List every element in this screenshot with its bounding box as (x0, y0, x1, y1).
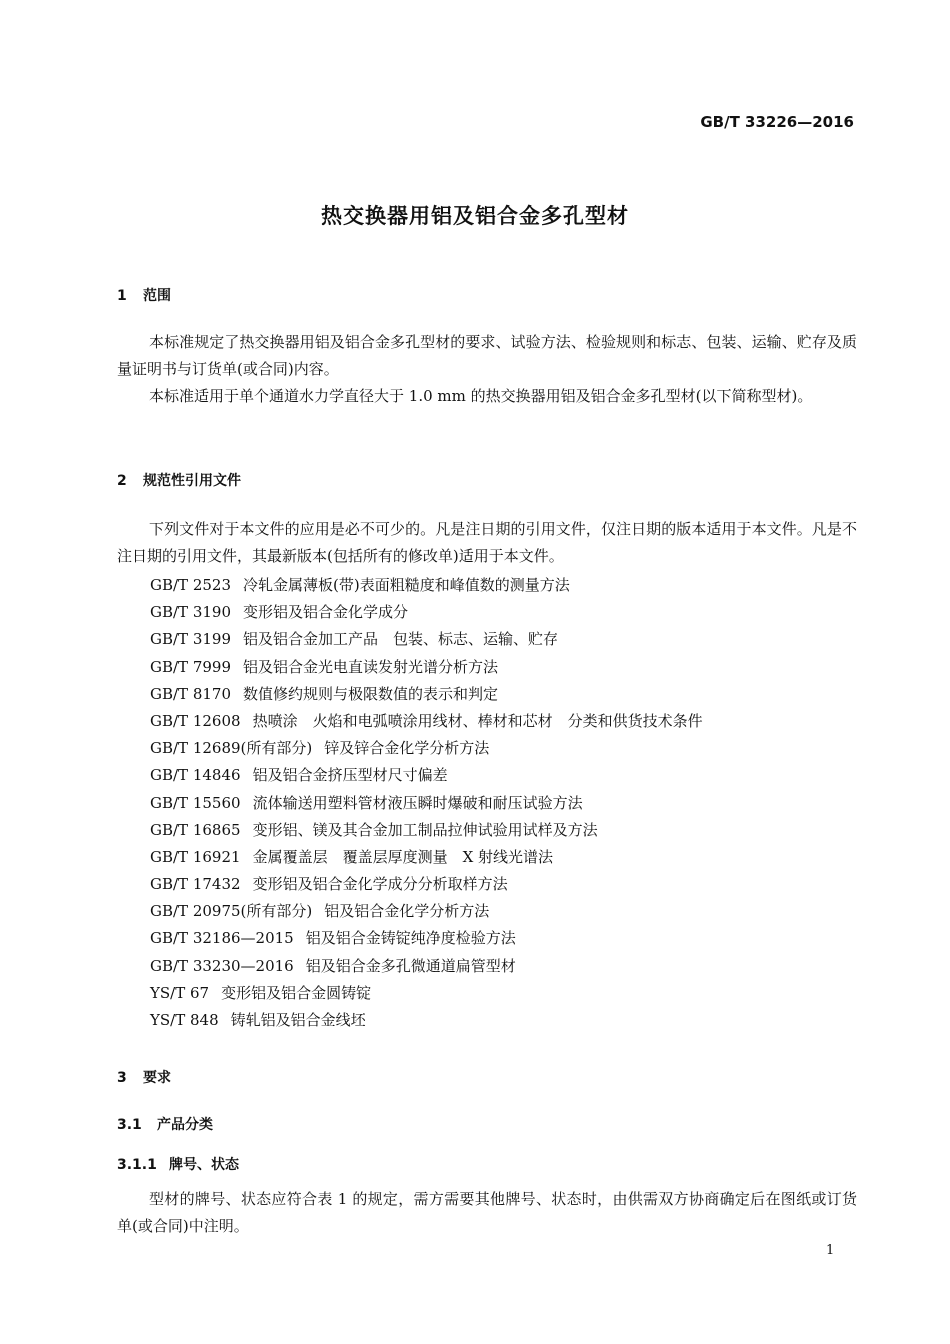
section-2-intro: 下列文件对于本文件的应用是必不可少的。凡是注日期的引用文件，仅注日期的版本适用于本文件。凡是不注日期的引用文件，其最新版本(包括所有的修改单)适用于本文件。 (117, 520, 857, 565)
reference-title: 铝及铝合金加工产品 包装、标志、运输、贮存 (243, 630, 559, 649)
reference-item (150, 762, 703, 789)
reference-code: GB/T 32186—2015 (150, 929, 294, 948)
reference-title: 数值修约规则与极限数值的表示和判定 (243, 684, 499, 703)
section-title: 要求 (143, 1070, 171, 1086)
reference-item (150, 1007, 703, 1034)
section-3-1-heading (117, 1114, 213, 1134)
reference-item (150, 871, 703, 898)
reference-title: 变形铝、镁及其合金加工制品拉伸试验用试样及方法 (252, 820, 598, 839)
section-1-heading (117, 285, 171, 305)
section-number: 3 (117, 1070, 127, 1086)
reference-title: 铝及铝合金铸锭纯净度检验方法 (305, 929, 516, 948)
reference-code: YS/T 67 (150, 983, 210, 1002)
reference-item (150, 980, 703, 1007)
reference-code: GB/T 3199 (150, 630, 232, 649)
reference-item (150, 844, 703, 871)
section-title: 产品分类 (157, 1117, 213, 1133)
reference-code: YS/T 848 (150, 1011, 219, 1029)
reference-code: GB/T 33230—2016 (150, 956, 294, 975)
section-title: 范围 (143, 288, 171, 304)
reference-item (150, 925, 703, 952)
reference-title: 流体输送用塑料管材液压瞬时爆破和耐压试验方法 (252, 793, 583, 812)
section-number: 1 (117, 288, 127, 304)
reference-title: 锌及锌合金化学分析方法 (324, 739, 490, 758)
reference-code: GB/T 8170 (150, 684, 232, 703)
reference-code: GB/T 2523 (150, 576, 232, 594)
reference-title: 变形铝及铝合金化学成分 (243, 603, 409, 622)
document-title: 热交换器用铝及铝合金多孔型材 (321, 204, 629, 228)
section-title: 规范性引用文件 (143, 473, 241, 489)
reference-title: 铝及铝合金挤压型材尺寸偏差 (252, 766, 448, 785)
reference-title: 金属覆盖层 覆盖层厚度测量 X 射线光谱法 (252, 847, 554, 866)
reference-item (150, 708, 703, 735)
reference-title: 热喷涂 火焰和电弧喷涂用线材、棒材和芯材 分类和供货技术条件 (252, 711, 703, 730)
section-1-paragraph-1: 本标准规定了热交换器用铝及铝合金多孔型材的要求、试验方法、检验规则和标志、包装、运输、贮存及质量证明书与订货单(或合同)内容。 (117, 333, 857, 378)
reference-code: GB/T 16865 (150, 820, 241, 839)
reference-item (150, 626, 703, 653)
section-title: 牌号、状态 (169, 1157, 239, 1173)
reference-item (150, 790, 703, 817)
reference-title: 变形铝及铝合金圆铸锭 (221, 983, 372, 1002)
section-number: 3.1.1 (117, 1157, 157, 1173)
section-1-paragraph-2: 本标准适用于单个通道水力学直径大于 1.0 mm 的热交换器用铝及铝合金多孔型材(以下简称型材)。 (149, 387, 813, 405)
reference-item (150, 572, 703, 599)
reference-title: 铝及铝合金多孔微通道扁管型材 (305, 956, 516, 975)
section-2-heading (117, 470, 241, 490)
reference-item (150, 599, 703, 626)
reference-code: GB/T 12689(所有部分) (150, 739, 313, 758)
section-3-1-1-heading (117, 1154, 239, 1174)
section-3-1-1-paragraph: 型材的牌号、状态应符合表 1 的规定，需方需要其他牌号、状态时，由供需双方协商确定后在图纸或订货单(或合同)中注明。 (117, 1190, 857, 1235)
reference-item (150, 654, 703, 681)
reference-item (150, 898, 703, 925)
reference-code: GB/T 14846 (150, 766, 241, 785)
reference-code: GB/T 20975(所有部分) (150, 902, 313, 921)
reference-title: 铝及铝合金光电直读发射光谱分析方法 (243, 657, 499, 676)
reference-title: 冷轧金属薄板(带)表面粗糙度和峰值数的测量方法 (243, 576, 570, 594)
reference-item (150, 681, 703, 708)
standard-number: GB/T 33226—2016 (700, 113, 854, 131)
reference-item (150, 817, 703, 844)
reference-item (150, 953, 703, 980)
reference-code: GB/T 17432 (150, 875, 241, 894)
reference-code: GB/T 16921 (150, 847, 241, 866)
reference-code: GB/T 15560 (150, 793, 241, 812)
reference-code: GB/T 12608 (150, 711, 241, 730)
page-number: 1 (826, 1243, 835, 1258)
section-number: 2 (117, 473, 127, 489)
reference-title: 铝及铝合金化学分析方法 (324, 902, 490, 921)
normative-references-list (150, 572, 703, 1034)
section-number: 3.1 (117, 1117, 142, 1133)
reference-code: GB/T 3190 (150, 603, 232, 622)
reference-title: 铸轧铝及铝合金线坯 (230, 1011, 366, 1029)
reference-code: GB/T 7999 (150, 657, 232, 676)
reference-item (150, 735, 703, 762)
reference-title: 变形铝及铝合金化学成分分析取样方法 (252, 875, 508, 894)
section-3-heading (117, 1067, 171, 1087)
